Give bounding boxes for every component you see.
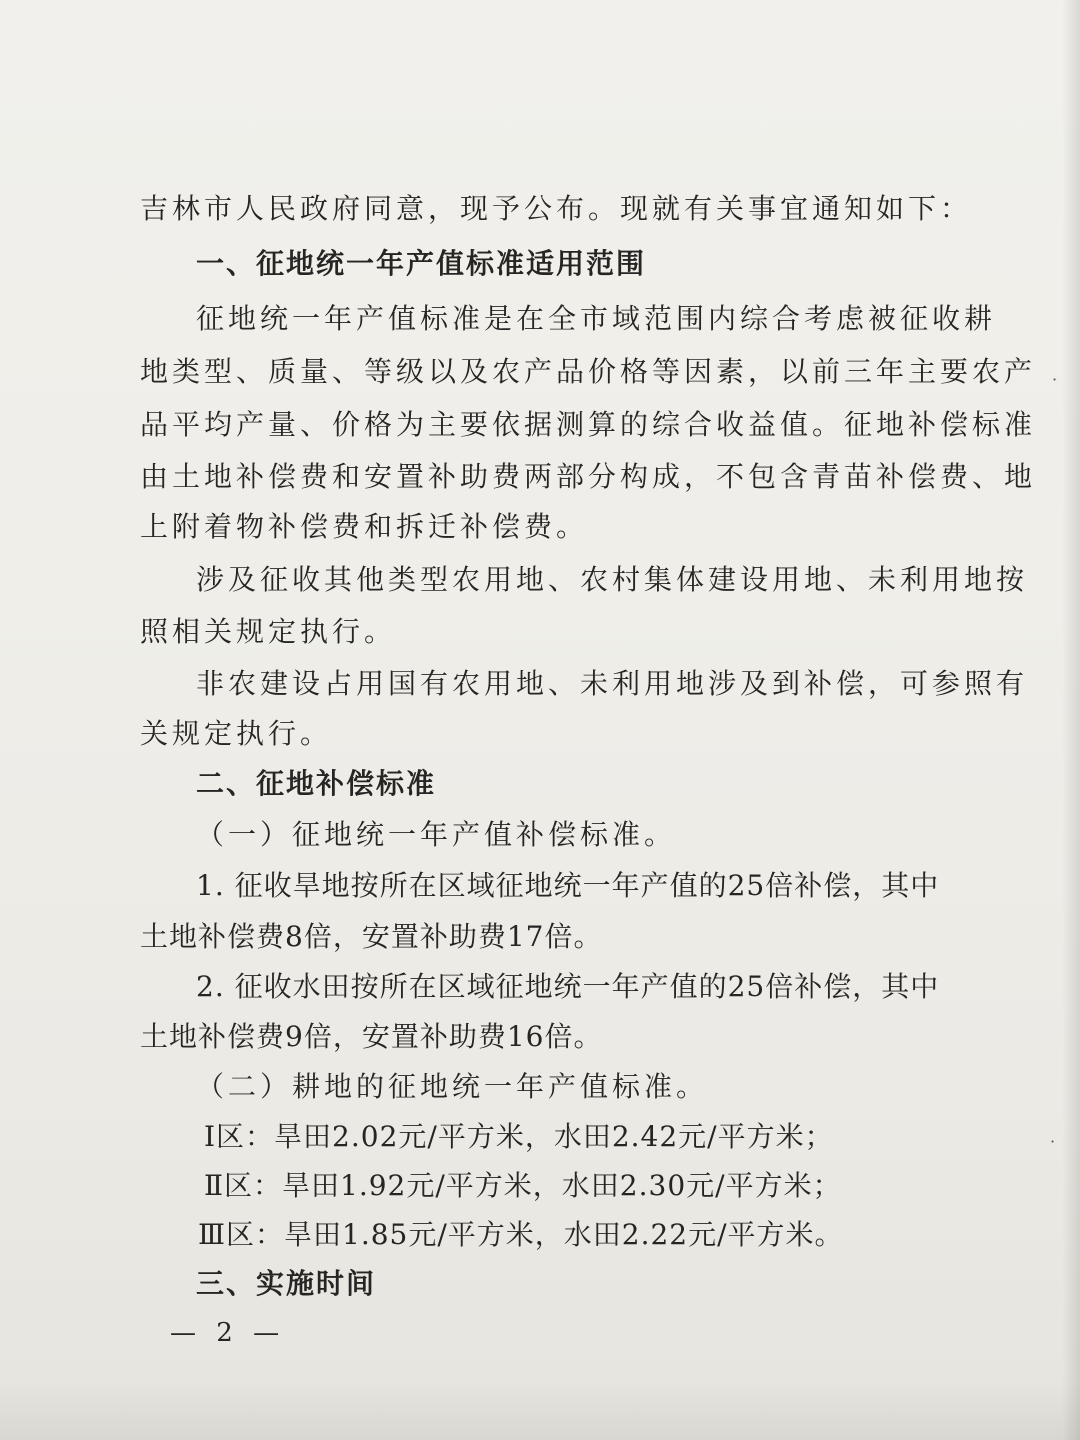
- subsection-heading: （二）耕地的征地统一年产值标准。: [196, 1070, 709, 1103]
- zone-rate-line: Ⅱ区：旱田1.92元/平方米，水田2.30元/平方米；: [204, 1169, 842, 1202]
- paragraph-line: 由土地补偿费和安置补助费两部分构成，不包含青苗补偿费、地: [140, 460, 1037, 493]
- scan-edge-mark: ·: [1050, 1132, 1056, 1151]
- list-item-line: 土地补偿费8倍，安置补助费17倍。: [140, 920, 603, 953]
- section-heading-scope: 一、征地统一年产值标准适用范围: [196, 247, 647, 280]
- paragraph-line: 上附着物补偿费和拆迁补偿费。: [140, 510, 589, 543]
- paragraph-line: 照相关规定执行。: [140, 615, 397, 648]
- list-item-line: 2. 征收水田按所在区域征地统一年产值的25倍补偿，其中: [196, 970, 940, 1003]
- intro-line: 吉林市人民政府同意，现予公布。现就有关事宜通知如下：: [140, 192, 973, 225]
- paragraph-line: 地类型、质量、等级以及农产品价格等因素，以前三年主要农产: [140, 355, 1037, 388]
- list-item-line: 1. 征收旱地按所在区域征地统一年产值的25倍补偿，其中: [196, 869, 940, 902]
- section-heading-effective-date: 三、实施时间: [196, 1267, 377, 1300]
- section-heading-compensation: 二、征地补偿标准: [196, 767, 437, 800]
- page-number: — 2 —: [170, 1318, 286, 1348]
- list-item-line: 土地补偿费9倍，安置补助费16倍。: [140, 1020, 603, 1053]
- scan-edge-mark: ·: [1052, 370, 1058, 389]
- paragraph-line: 非农建设占用国有农用地、未利用地涉及到补偿，可参照有: [196, 667, 1029, 700]
- zone-rate-line: Ⅰ区：旱田2.02元/平方米，水田2.42元/平方米；: [204, 1120, 834, 1153]
- page-shadow-bottom: [0, 1380, 1080, 1440]
- paragraph-line: 涉及征收其他类型农用地、农村集体建设用地、未利用地按: [196, 563, 1029, 596]
- paragraph-line: 征地统一年产值标准是在全市域范围内综合考虑被征收耕: [196, 302, 997, 335]
- paragraph-line: 品平均产量、价格为主要依据测算的综合收益值。征地补偿标准: [140, 408, 1037, 441]
- paragraph-line: 关规定执行。: [140, 717, 333, 750]
- subsection-heading: （一）征地统一年产值补偿标准。: [196, 818, 677, 851]
- page-shadow-right: [1062, 0, 1080, 1440]
- zone-rate-line: Ⅲ区：旱田1.85元/平方米，水田2.22元/平方米。: [198, 1218, 844, 1251]
